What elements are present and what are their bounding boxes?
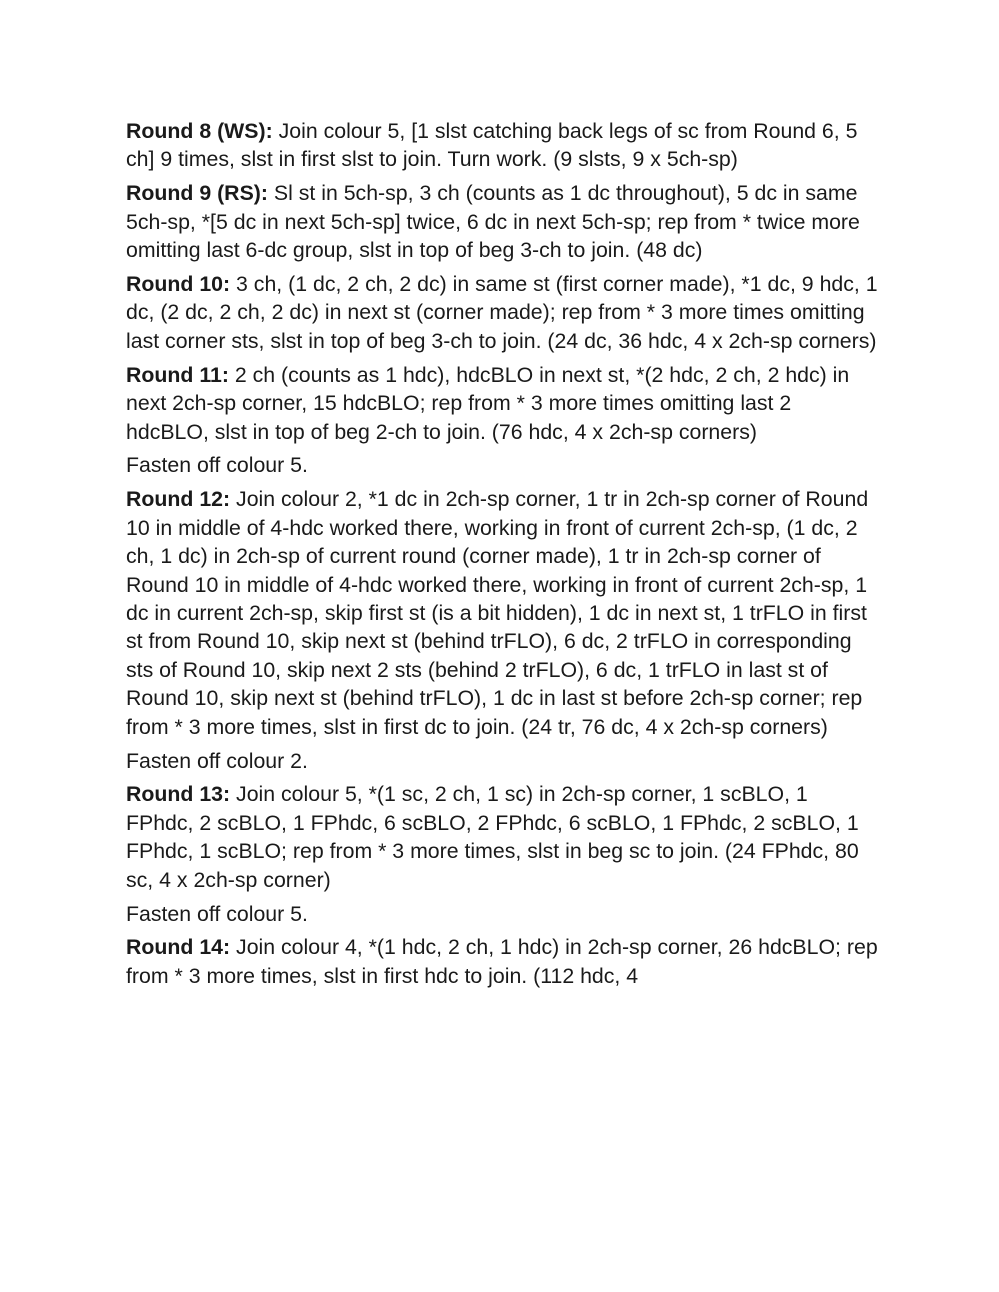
round-11-text: 2 ch (counts as 1 hdc), hdcBLO in next st, *(2 hdc, 2 ch, 2 hdc) in next 2ch-sp corner, 15 hdcBLO; rep from * 3 more times omitting last 2 hdcBLO, slst in top of beg 2-ch to join. (76 hdc, 4 x 2ch-sp corners) — [126, 362, 850, 444]
round-14-paragraph — [126, 933, 878, 990]
round-12-text: Join colour 2, *1 dc in 2ch-sp corner, 1 tr in 2ch-sp corner of Round 10 in middle of 4-hdc worked there, working in front of current 2ch-sp, (1 dc, 2 ch, 1 dc) in 2ch-sp of current round (corner made), 1 tr in 2ch-sp corner of Round 10 in middle of 4-hdc worked there, working in front of current 2ch-sp, 1 dc in current 2ch-sp, skip first st (is a bit hidden), 1 dc in next st, 1 trFLO in first st from Round 10, skip next st (behind trFLO), 6 dc, 2 trFLO in corresponding sts of Round 10, skip next 2 sts (behind 2 trFLO), 6 dc, 1 trFLO in last st of Round 10, skip next st (behind trFLO), 1 dc in last st before 2ch-sp corner; rep from * 3 more times, slst in first dc to join. (24 tr, 76 dc, 4 x 2ch-sp corners) — [126, 487, 869, 739]
round-14-label: Round 14: — [126, 935, 231, 960]
round-12-paragraph — [126, 485, 878, 741]
round-13-label: Round 13: — [126, 782, 231, 807]
round-9-label: Round 9 (RS): — [126, 181, 268, 206]
round-8-label: Round 8 (WS): — [126, 119, 273, 143]
round-14-text: Join colour 4, *(1 hdc, 2 ch, 1 hdc) in 2ch-sp corner, 26 hdcBLO; rep from * 3 more times, slst in first hdc to join. (112 hdc, 4 — [126, 935, 878, 988]
round-10-label: Round 10: — [126, 272, 231, 297]
round-10-paragraph — [126, 270, 878, 355]
round-10-text: 3 ch, (1 dc, 2 ch, 2 dc) in same st (first corner made), *1 dc, 9 hdc, 1 dc, (2 dc, 2 ch, 2 dc) in next st (corner made); rep from * 3 more times omitting last corner sts, slst in top of beg 3-ch to join. (24 dc, 36 hdc, 4 x 2ch-sp corners) — [126, 272, 878, 353]
pattern-instructions — [126, 117, 878, 996]
fasten-off-text-2: Fasten off colour 2. — [126, 748, 308, 773]
round-8-paragraph — [126, 117, 878, 174]
round-13-paragraph — [126, 780, 878, 894]
round-8-text: Join colour 5, [1 slst catching back legs of sc from Round 6, 5 ch] 9 times, slst in first slst to join. Turn work. (9 slsts, 9 x 5ch-sp) — [126, 119, 858, 172]
fasten-off-text-1: Fasten off colour 5. — [126, 453, 308, 478]
fasten-off-text-3: Fasten off colour 5. — [126, 901, 308, 926]
round-12-label: Round 12: — [126, 487, 231, 512]
fasten-off-note-3 — [126, 900, 878, 928]
fasten-off-note-2 — [126, 747, 878, 775]
round-11-label: Round 11: — [126, 362, 229, 387]
fasten-off-note-1 — [126, 451, 878, 479]
round-9-paragraph — [126, 179, 878, 264]
round-9-text: Sl st in 5ch-sp, 3 ch (counts as 1 dc throughout), 5 dc in same 5ch-sp, *[5 dc in next 5ch-sp] twice, 6 dc in next 5ch-sp; rep from * twice more omitting last 6-dc group, slst in top of beg 3-ch to join. (48 dc) — [126, 181, 860, 263]
round-11-paragraph — [126, 361, 878, 446]
round-13-text: Join colour 5, *(1 sc, 2 ch, 1 sc) in 2ch-sp corner, 1 scBLO, 1 FPhdc, 2 scBLO, 1 FPhdc, 6 scBLO, 2 FPhdc, 6 scBLO, 1 FPhdc, 2 scBLO, 1 FPhdc, 1 scBLO; rep from * 3 more times, slst in beg sc to join. (24 FPhdc, 80 sc, 4 x 2ch-sp corner) — [126, 782, 859, 892]
